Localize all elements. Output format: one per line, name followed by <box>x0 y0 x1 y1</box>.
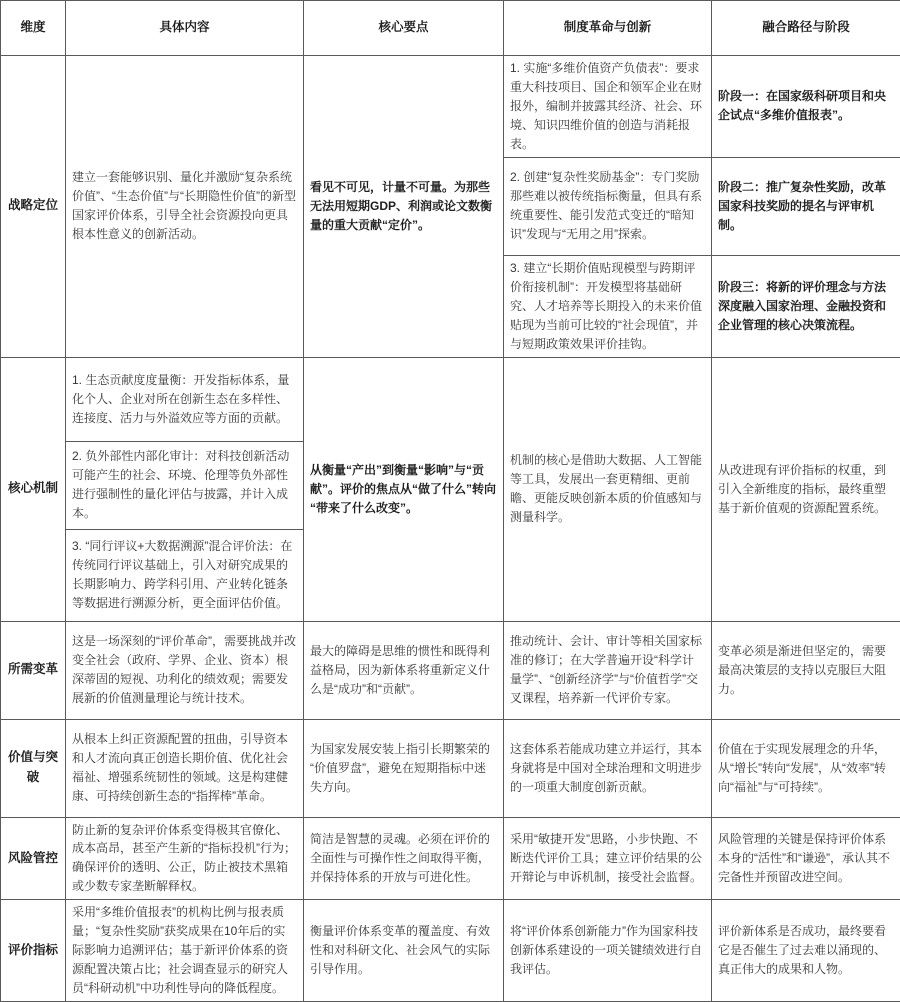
row-label-strategic: 战略定位 <box>1 56 66 358</box>
header-key-points: 核心要点 <box>304 1 504 56</box>
table-row <box>1 357 900 441</box>
table-row <box>1 621 900 719</box>
cell-metrics-path: 评价新体系是否成功，最终要看它是否催生了过去难以涌现的、真正伟大的成果和人物。 <box>712 900 900 1002</box>
cell-value-breakthrough-content: 从根本上纠正资源配置的扭曲，引导资本和人才流向真正创造长期价值、优化社会福祉、增强系统韧性的领域。这是构建健康、可持续创新生态的“指挥棒”革命。 <box>66 719 304 817</box>
cell-mechanism-keypoint: 从衡量“产出”到衡量“影响”与“贡献”。评价的焦点从“做了什么”转向“带来了什么改变”。 <box>304 357 504 621</box>
row-label-metrics: 评价指标 <box>1 900 66 1002</box>
cell-strategic-path-3: 阶段三：将新的评价理念与方法深度融入国家治理、金融投资和企业管理的核心决策流程。 <box>712 255 900 357</box>
cell-mechanism-path: 从改进现有评价指标的权重，到引入全新维度的指标，最终重塑基于新价值观的资源配置系统。 <box>712 357 900 621</box>
header-innovation: 制度革命与创新 <box>504 1 712 56</box>
cell-risk-control-content: 防止新的复杂评价体系变得极其官僚化、成本高昂，甚至产生新的“指标投机”行为；确保评价的透明、公正，防止被技术黑箱或少数专家垄断解释权。 <box>66 817 304 900</box>
cell-risk-control-keypoint: 简洁是智慧的灵魂。必须在评价的全面性与可操作性之间取得平衡，并保持体系的开放与可进化性。 <box>304 817 504 900</box>
cell-strategic-keypoint: 看见不可见，计量不可量。为那些无法用短期GDP、利润或论文数衡量的重大贡献“定价”。 <box>304 56 504 358</box>
cell-metrics-content: 采用“多维价值报表”的机构比例与报表质量；“复杂性奖励”获奖成果在10年后的实际影响力追溯评估；基于新评价体系的资源配置决策占比；社会调查显示的研究人员“科研动机”中功利性导向的降低程度。 <box>66 900 304 1002</box>
header-path-stages: 融合路径与阶段 <box>712 1 900 56</box>
row-label-mechanism: 核心机制 <box>1 357 66 621</box>
cell-strategic-innovation-1: 1. 实施“多维价值资产负债表”：要求重大科技项目、国企和领军企业在财报外，编制并披露其经济、社会、环境、知识四维价值的创造与消耗报表。 <box>504 56 712 158</box>
table-row <box>1 817 900 900</box>
cell-value-breakthrough-keypoint: 为国家发展安装上指引长期繁荣的“价值罗盘”，避免在短期指标中迷失方向。 <box>304 719 504 817</box>
cell-mechanism-innovation: 机制的核心是借助大数据、人工智能等工具，发展出一套更精细、更前瞻、更能反映创新本质的价值感知与测量科学。 <box>504 357 712 621</box>
row-label-risk-control: 风险管控 <box>1 817 66 900</box>
cell-risk-control-innovation: 采用“敏捷开发”思路，小步快跑、不断迭代评价工具；建立评价结果的公开辩论与申诉机制，接受社会监督。 <box>504 817 712 900</box>
cell-mechanism-content-1: 1. 生态贡献度度量衡：开发指标体系，量化个人、企业对所在创新生态在多样性、连接度、活力与外溢效应等方面的贡献。 <box>66 357 304 441</box>
cell-metrics-keypoint: 衡量评价体系变革的覆盖度、有效性和对科研文化、社会风气的实际引导作用。 <box>304 900 504 1002</box>
cell-required-change-keypoint: 最大的障碍是思维的惯性和既得利益格局，因为新体系将重新定义什么是“成功”和“贡献”。 <box>304 621 504 719</box>
row-label-required-change: 所需变革 <box>1 621 66 719</box>
cell-value-breakthrough-path: 价值在于实现发展理念的升华，从“增长”转向“发展”，从“效率”转向“福祉”与“可持续”。 <box>712 719 900 817</box>
cell-strategic-path-1: 阶段一：在国家级科研项目和央企试点“多维价值报表”。 <box>712 56 900 158</box>
cell-strategic-content: 建立一套能够识别、量化并激励“复杂系统价值”、“生态价值”与“长期隐性价值”的新型国家评价体系，引导全社会资源投向更具根本性意义的创新活动。 <box>66 56 304 358</box>
cell-mechanism-content-3: 3. “同行评议+大数据溯源”混合评价法：在传统同行评议基础上，引入对研究成果的长期影响力、跨学科引用、产业转化链条等数据进行溯源分析，更全面评估价值。 <box>66 529 304 621</box>
table-row <box>1 56 900 158</box>
cell-strategic-path-2: 阶段二：推广复杂性奖励，改革国家科技奖励的提名与评审机制。 <box>712 157 900 255</box>
cell-metrics-innovation: 将“评价体系创新能力”作为国家科技创新体系建设的一项关键绩效进行自我评估。 <box>504 900 712 1002</box>
cell-value-breakthrough-innovation: 这套体系若能成功建立并运行，其本身就将是中国对全球治理和文明进步的一项重大制度创新贡献。 <box>504 719 712 817</box>
header-dimension: 维度 <box>1 1 66 56</box>
header-row <box>1 1 900 56</box>
table-row <box>1 900 900 1002</box>
cell-strategic-innovation-3: 3. 建立“长期价值贴现模型与跨期评价衔接机制”：开发模型将基础研究、人才培养等长期投入的未来价值贴现为当前可比较的“社会现值”，并与短期政策效果评价挂钩。 <box>504 255 712 357</box>
table-row <box>1 719 900 817</box>
cell-required-change-innovation: 推动统计、会计、审计等相关国家标准的修订；在大学普遍开设“科学计量学”、“创新经济学”与“价值哲学”交叉课程，培养新一代评价专家。 <box>504 621 712 719</box>
cell-mechanism-content-2: 2. 负外部性内部化审计：对科技创新活动可能产生的社会、环境、伦理等负外部性进行强制性的量化评估与披露，并计入成本。 <box>66 441 304 529</box>
cell-required-change-path: 变革必须是渐进但坚定的，需要最高决策层的支持以克服巨大阻力。 <box>712 621 900 719</box>
cell-required-change-content: 这是一场深刻的“评价革命”，需要挑战并改变全社会（政府、学界、企业、资本）根深蒂固的短视、功利化的绩效观；需要发展新的价值测量理论与统计技术。 <box>66 621 304 719</box>
cell-strategic-innovation-2: 2. 创建“复杂性奖励基金”：专门奖励那些难以被传统指标衡量，但具有系统重要性、能引发范式变迁的“暗知识”发现与“无用之用”探索。 <box>504 157 712 255</box>
row-label-value-breakthrough: 价值与突破 <box>1 719 66 817</box>
header-content: 具体内容 <box>66 1 304 56</box>
cell-risk-control-path: 风险管理的关键是保持评价体系本身的“活性”和“谦逊”，承认其不完备性并预留改进空间。 <box>712 817 900 900</box>
